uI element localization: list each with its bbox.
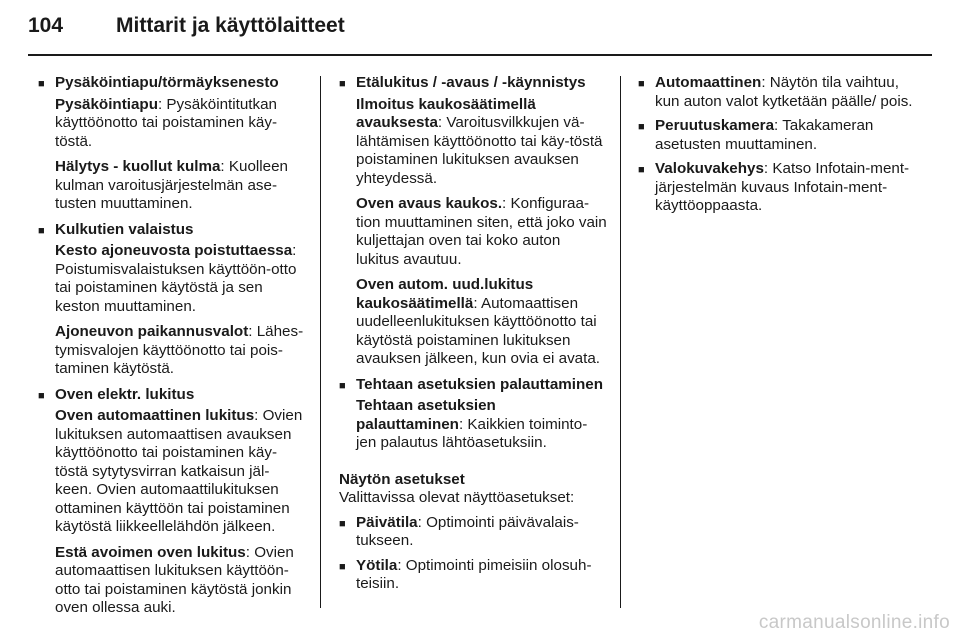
bullet-icon: ■ [38, 224, 45, 237]
term: Päivätila [356, 513, 418, 531]
description: : Poistumisvalaistuksen käyttöön‐otto tai poistaminen käytöstä ja sen keston muuttaminen. [55, 242, 297, 315]
description: : Ovien automaattisen lukituksen käyttöön‐otto tai poistaminen käytöstä jonkin oven ollessa auki. [55, 543, 294, 616]
list-item-path-lighting [38, 221, 306, 379]
sub-item [55, 96, 306, 152]
bullet-icon: ■ [339, 517, 346, 530]
description: : Pysäköintitutkan käyttöönotto tai poistaminen käy‐töstä. [55, 95, 278, 150]
page-title: Mittarit ja käyttölaitteet [116, 14, 345, 37]
term: Hälytys - kuollut kulma [55, 158, 221, 175]
term: Tehtaan asetuksien palauttaminen [356, 397, 496, 433]
term: Peruutuskamera [655, 117, 775, 134]
page-header [28, 14, 345, 50]
list-item-day-mode [339, 514, 607, 551]
item-title: Tehtaan asetuksien palauttaminen [356, 375, 604, 393]
sub-item [356, 195, 607, 269]
sub-item [55, 242, 306, 316]
item-title: Kulkutien valaistus [55, 220, 194, 238]
bullet-icon: ■ [638, 78, 645, 90]
sub-item [356, 96, 607, 189]
item-title: Pysäköintiapu/törmäyksenesto [55, 74, 279, 91]
list-item-rear-camera [638, 117, 918, 154]
description: : Näytön tila vaihtuu, kun auton valot kytketään päälle/ pois. [655, 74, 913, 110]
term: Automaattinen [655, 74, 762, 91]
column-1 [38, 74, 306, 625]
list-item-night-mode [339, 557, 607, 594]
term: Kesto ajoneuvosta poistuttaessa [55, 242, 293, 259]
sub-item [356, 276, 607, 369]
sub-item [55, 323, 306, 379]
description: : Automaattisen uudelleenlukituksen käyttöönotto tai käytöstä poistaminen lukituksen avauksen jälkeen, kun ovia ei avata. [356, 294, 601, 367]
column-2 [339, 74, 607, 600]
term: Pysäköintiapu [55, 95, 158, 113]
term: Estä avoimen oven lukitus [55, 543, 246, 561]
sub-item [55, 407, 306, 537]
bullet-icon: ■ [638, 121, 645, 133]
description: : Kaikkien toiminto‐jen palautus lähtöasetuksiin. [356, 415, 588, 451]
description: : Ovien lukituksen automaattisen avauksen käyttöönotto tai poistaminen käy‐töstä sytytysvirran katkaisun jäl‐keen. Ovien automaattilukituksen ottaminen käyttöön tai poistaminen käytöstä liikkeellelähdön jälkeen. [55, 407, 303, 535]
list-item-factory-reset [339, 376, 607, 453]
description: : Optimointi pimeisiin olosuh‐teisiin. [356, 556, 592, 592]
description: : Optimointi päivävalais‐tukseen. [356, 513, 579, 549]
bullet-icon: ■ [638, 164, 645, 176]
item-title: Oven elektr. lukitus [55, 385, 195, 403]
list-item-remote-locking [339, 74, 607, 369]
description: : Varoitusvilkkujen vä‐lähtämisen käyttöönotto tai käy‐töstä poistaminen lukituksen avauksen yhteydessä. [356, 114, 603, 187]
description: : Kuolleen kulman varoitusjärjestelmän ase‐tusten muuttaminen. [55, 158, 288, 212]
page-number: 104 [28, 14, 64, 37]
sub-item [55, 544, 306, 618]
bullet-icon: ■ [38, 78, 45, 90]
list-item-parking-assist [38, 74, 306, 214]
header-rule [28, 54, 932, 56]
column-divider-2 [620, 76, 621, 608]
bullet-icon: ■ [339, 78, 346, 90]
term: Ilmoitus kaukosäätimellä avauksesta [356, 95, 536, 131]
description: : Katso Infotain‐ment-järjestelmän kuvaus Infotain‐ment-käyttöoppaasta. [655, 160, 910, 214]
term: Oven autom. uud.lukitus kaukosäätimellä [356, 276, 534, 312]
section-title: Näytön asetukset [339, 470, 465, 488]
term: Ajoneuvon paikannusvalot [55, 323, 249, 340]
term: Valokuvakehys [655, 160, 764, 177]
list-item-photo-frame [638, 160, 918, 216]
bullet-icon: ■ [339, 379, 346, 392]
bullet-icon: ■ [339, 560, 346, 573]
description: : Takakameran asetusten muuttaminen. [655, 117, 874, 153]
section-intro: Valittavissa olevat näyttöasetukset: [339, 489, 575, 506]
term: Oven automaattinen lukitus [55, 407, 255, 424]
sub-item [55, 158, 306, 214]
item-title: Etälukitus / -avaus / -käynnistys [356, 74, 586, 91]
list-item-door-locking [38, 386, 306, 618]
term: Yötila [356, 556, 398, 574]
column-divider-1 [320, 76, 321, 608]
description: : Konfiguraa‐tion muuttaminen siten, että joko vain kuljettajan oven tai koko auton lukitus avautuu. [356, 195, 607, 268]
bullet-icon: ■ [38, 389, 45, 402]
sub-item [356, 397, 607, 453]
description: : Lähes‐tymisvalojen käyttöönotto tai pois‐taminen käytöstä. [55, 323, 304, 377]
list-item-automatic [638, 74, 918, 111]
term: Oven avaus kaukos. [356, 195, 503, 212]
column-3 [638, 74, 918, 222]
watermark: carmanualsonline.info [758, 612, 950, 633]
